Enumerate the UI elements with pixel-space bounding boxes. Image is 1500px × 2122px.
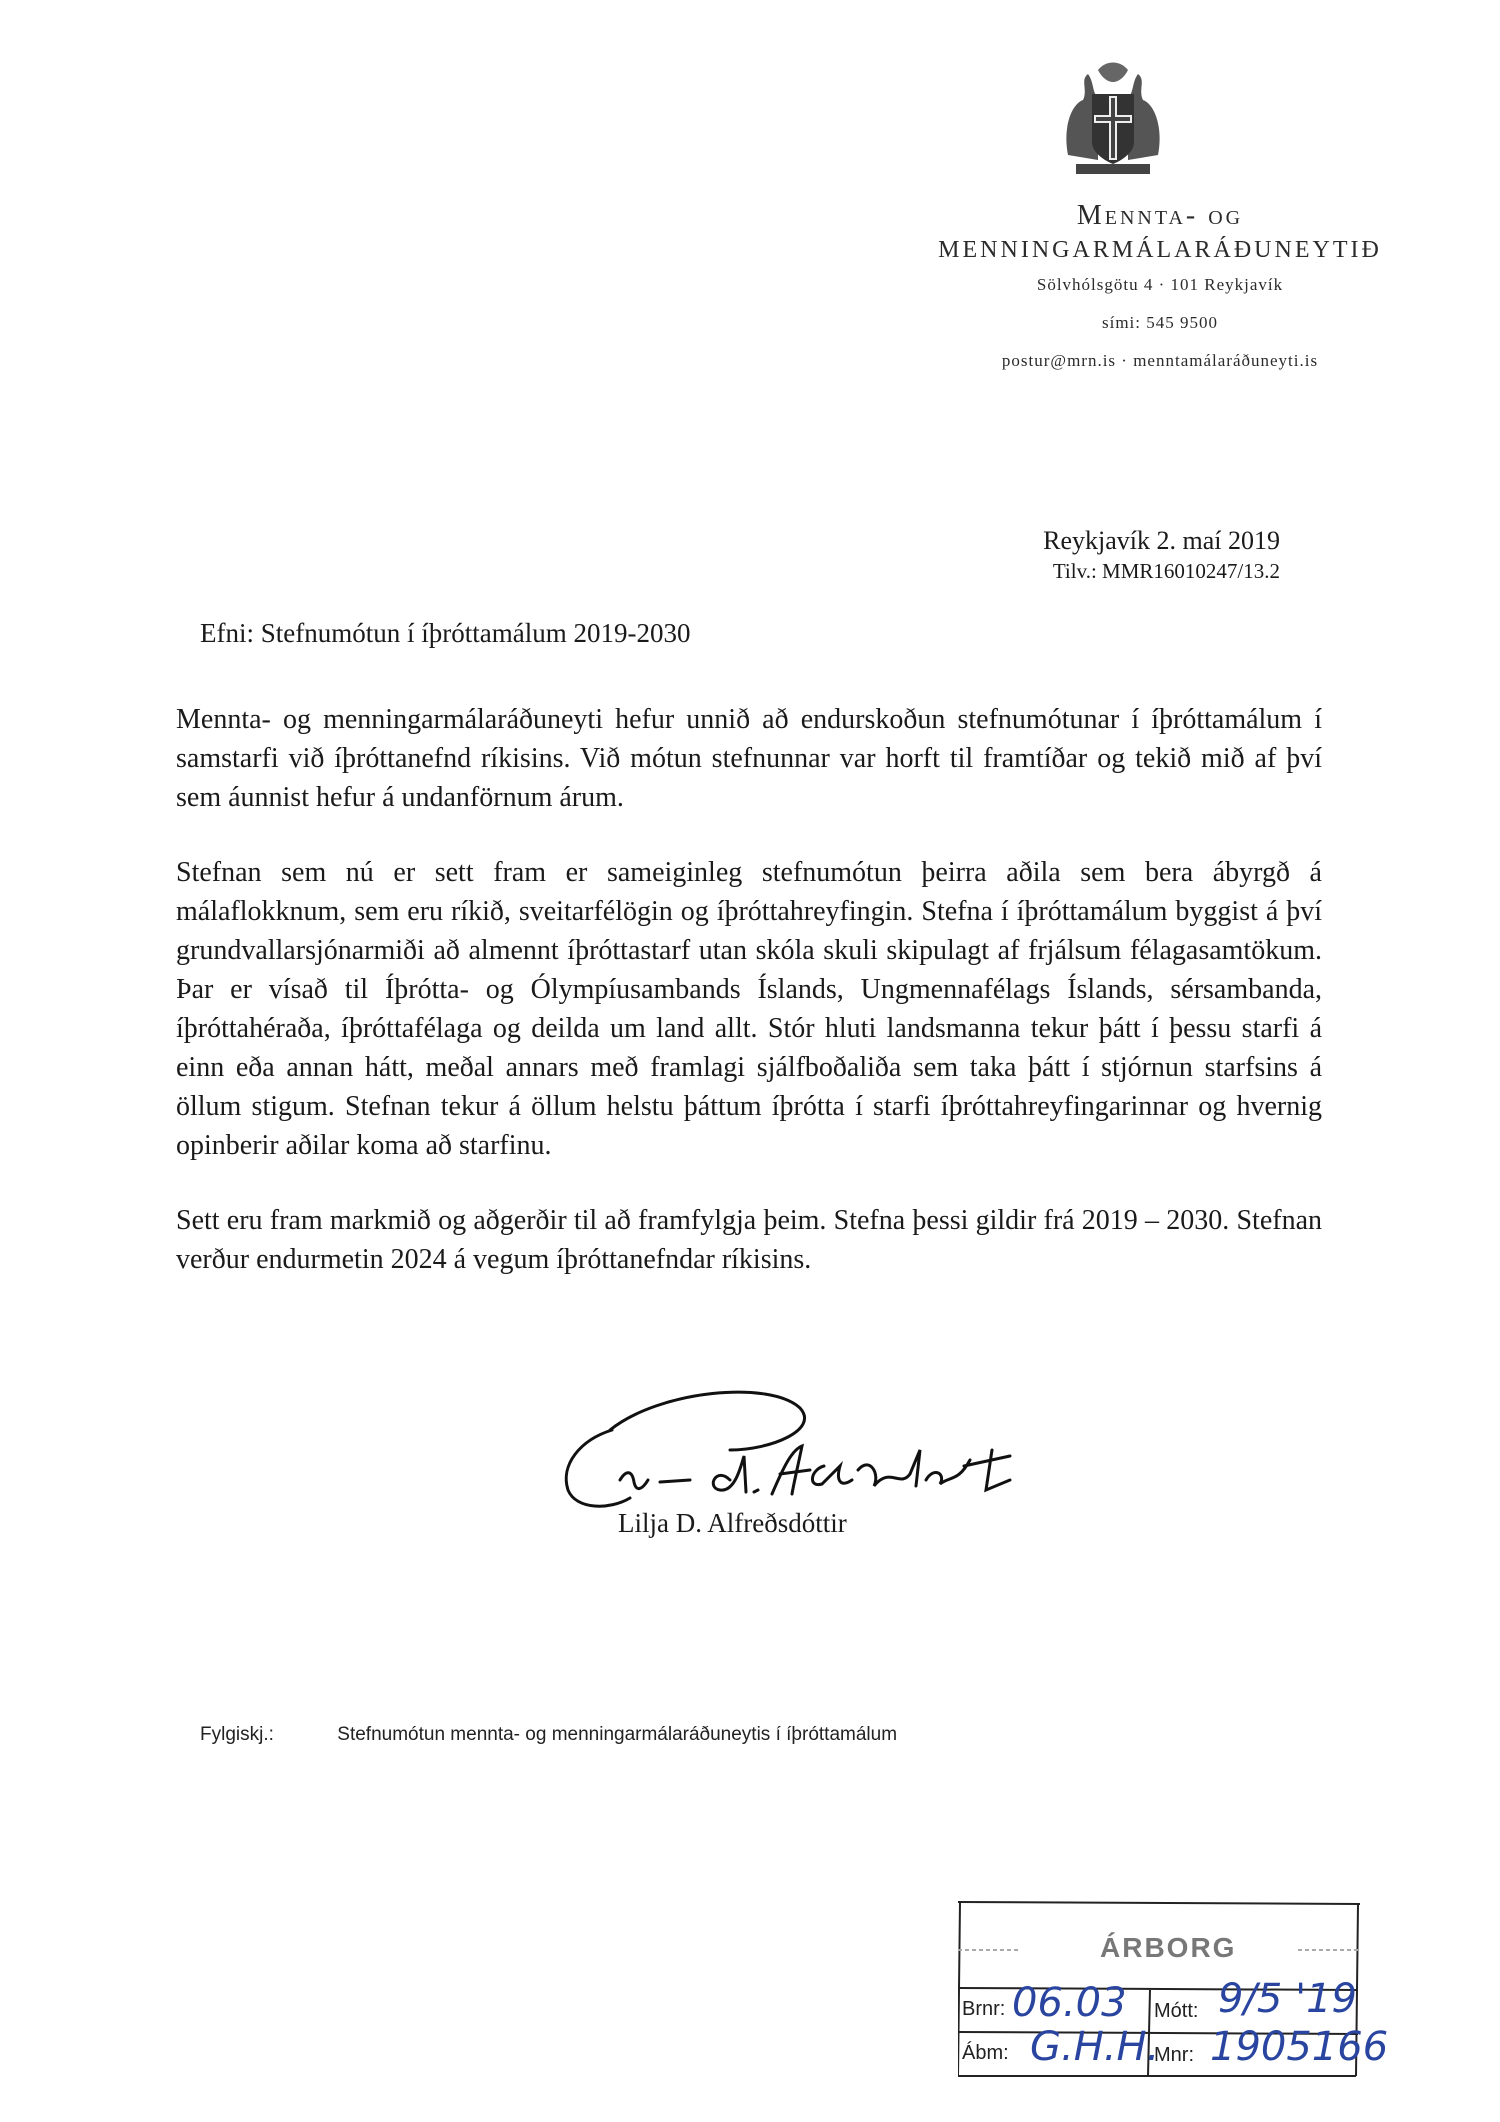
stamp-org-name: ÁRBORG (1100, 1932, 1237, 1963)
stamp-mnr-value: 1905166 (1210, 2024, 1389, 2070)
stamp-mnr-label: Mnr: (1154, 2044, 1194, 2066)
attachment-text: Stefnumótun mennta- og menningarmálaráðuneytis í íþróttamálum (337, 1724, 898, 1745)
ministry-phone: sími: 545 9500 (1101, 313, 1218, 332)
dateline (1043, 526, 1280, 586)
ministry-email-web: postur@mrn.is · menntamálaráðuneyti.is (1001, 351, 1319, 370)
signatory-name: Lilja D. Alfreðsdóttir (618, 1508, 847, 1538)
icelandic-coat-of-arms-icon (1058, 60, 1168, 180)
stamp-abm-value: G.H.H. (1030, 2024, 1160, 2070)
ministry-address: Sölvhólsgötu 4 · 101 Reykjavík (1036, 275, 1284, 294)
attachment-line (200, 1724, 897, 1746)
body-paragraph: Mennta- og menningarmálaráðuneyti hefur unnið að endurskoðun stefnumótunar í íþróttamálum í samstarfi við íþróttanefnd ríkisins. Við mótun stefnunnar var horft til framtíðar og tekið mið af því sem áunnist hefur á undanförnum árum. (176, 704, 1322, 813)
letterhead (900, 198, 1420, 380)
handwritten-signature (540, 1370, 1100, 1530)
stamp-mott-value: 9/5 '19 (1218, 1976, 1357, 2022)
ministry-name-line2: MENNINGARMÁLARÁÐUNEYTIÐ (938, 237, 1382, 263)
reference-number: Tilv.: MMR16010247/13.2 (1052, 559, 1280, 583)
attachment-label: Fylgiskj.: (200, 1724, 274, 1745)
body-paragraph: Stefnan sem nú er sett fram er sameiginleg stefnumótun þeirra aðila sem bera ábyrgð á málaflokknum, sem eru ríkið, sveitarfélögin og íþróttahreyfingin. Stefna í íþróttamálum byggist á því grundvallarsjónarmiði að almennt íþróttastarf utan skóla skuli skipulagt af frjálsum félagasamtökum. Þar er vísað til Íþrótta- og Ólympíusambands Íslands, Ungmennafélags Íslands, sérsambanda, íþróttahéraða, íþróttafélaga og deilda um land allt. Stór hluti landsmanna tekur þátt í þessu starfi á einn eða annan hátt, meðal annars með framlagi sjálfboðaliða sem taka þátt í stjórnun starfsins á öllum stigum. Stefnan tekur á öllum helstu þáttum íþrótta í starfi íþróttahreyfingarinnar og hvernig opinberir aðilar koma að starfinu. (176, 857, 1322, 1161)
stamp-mott-label: Mótt: (1154, 2000, 1199, 2022)
letter-body (176, 700, 1322, 1315)
letter-date: Reykjavík 2. maí 2019 (1043, 526, 1280, 555)
stamp-brnr-value: 06.03 (1012, 1980, 1127, 2026)
subject-line: Efni: Stefnumótun í íþróttamálum 2019-2030 (200, 618, 691, 648)
body-paragraph: Sett eru fram markmið og aðgerðir til að framfylgja þeim. Stefna þessi gildir frá 2019 – 2030. Stefnan verður endurmetin 2024 á vegum íþróttanefndar ríkisins. (176, 1205, 1322, 1275)
ministry-name-line1: Mennta- og (1076, 200, 1244, 231)
stamp-abm-label: Ábm: (962, 2042, 1009, 2064)
stamp-brnr-label: Brnr: (962, 1998, 1006, 2020)
